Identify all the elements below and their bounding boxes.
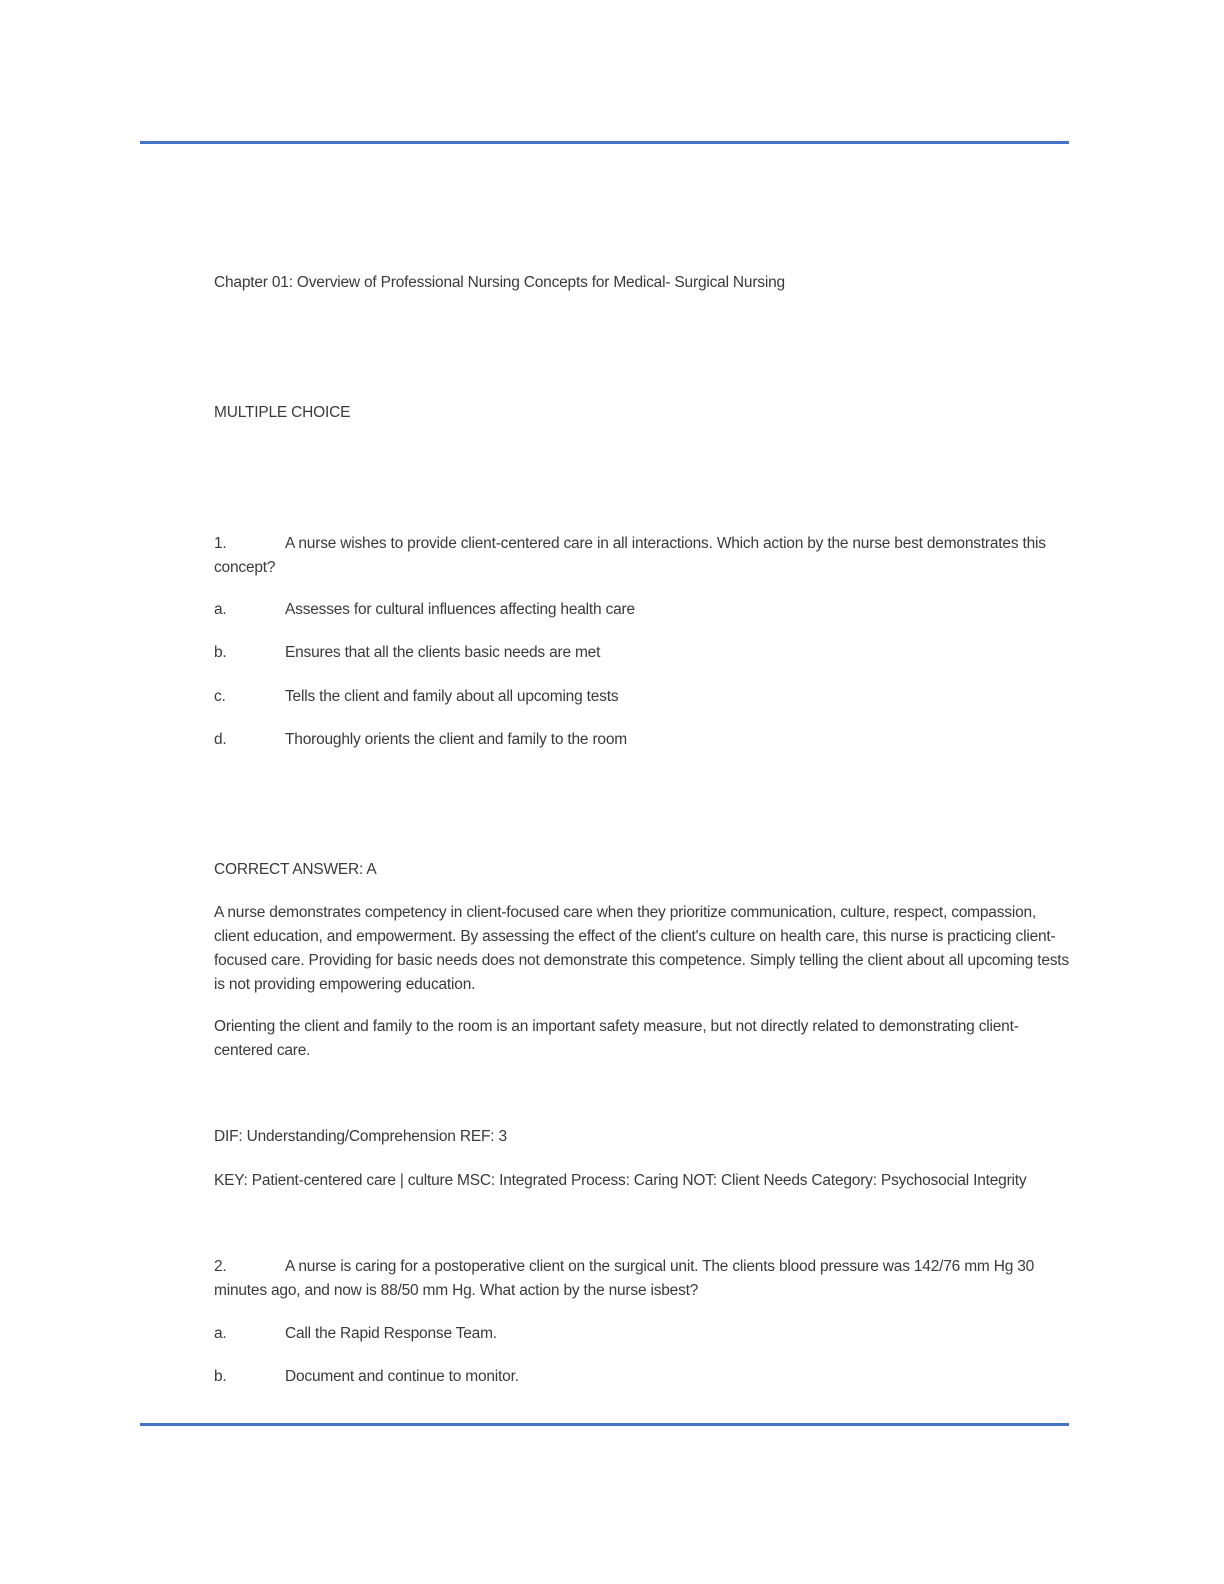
question-1-option-d — [214, 728, 1069, 752]
question-1 — [214, 532, 1069, 580]
option-text: Document and continue to monitor. — [285, 1368, 519, 1385]
option-text: Ensures that all the clients basic needs are met — [285, 644, 601, 661]
question-2 — [214, 1255, 1069, 1303]
section-heading: MULTIPLE CHOICE — [214, 404, 351, 421]
option-letter: d. — [214, 731, 227, 748]
question-1-number: 1. — [214, 535, 227, 552]
rationale-paragraph-1: A nurse demonstrates competency in client-focused care when they prioritize communication, culture, respect, compassion, client education, and empowerment. By assessing the effect of the client's culture on health care, this nurse is practicing client-focused care. Providing for basic needs does not demonstrate this competence. Simply telling the client about all upcoming tests is not providing empowering education. — [214, 904, 1069, 993]
footer-rule — [140, 1423, 1069, 1426]
question-2-number: 2. — [214, 1258, 227, 1275]
option-text: Assesses for cultural influences affecting health care — [285, 601, 635, 618]
option-text: Call the Rapid Response Team. — [285, 1325, 497, 1342]
option-letter: a. — [214, 1325, 227, 1342]
option-letter: c. — [214, 688, 226, 705]
option-letter: b. — [214, 1368, 227, 1385]
question-2-text: A nurse is caring for a postoperative client on the surgical unit. The clients blood pressure was 142/76 mm Hg 30 minutes ago, and now is 88/50 mm Hg. What action by the nurse isbest? — [214, 1258, 1035, 1299]
question-1-option-a — [214, 598, 1069, 622]
rationale-paragraph-2: Orienting the client and family to the room is an important safety measure, but not directly related to demonstrating client-centered care. — [214, 1018, 1019, 1059]
key-metadata: KEY: Patient-centered care | culture MSC: Integrated Process: Caring NOT: Client Needs Category: Psychosocial Integrity — [214, 1172, 1027, 1189]
option-letter: a. — [214, 601, 227, 618]
option-text: Tells the client and family about all upcoming tests — [285, 688, 619, 705]
option-text: Thoroughly orients the client and family to the room — [285, 731, 627, 748]
header-rule — [140, 141, 1069, 144]
question-2-option-b — [214, 1365, 1069, 1389]
difficulty-reference: DIF: Understanding/Comprehension REF: 3 — [214, 1128, 507, 1145]
question-2-option-a — [214, 1322, 1069, 1346]
option-letter: b. — [214, 644, 227, 661]
correct-answer: CORRECT ANSWER: A — [214, 861, 377, 878]
question-1-option-b — [214, 641, 1069, 665]
question-1-text: A nurse wishes to provide client-centered care in all interactions. Which action by the nurse best demonstrates this concept? — [214, 535, 1046, 576]
question-1-option-c — [214, 685, 1069, 709]
chapter-title: Chapter 01: Overview of Professional Nursing Concepts for Medical- Surgical Nursing — [214, 274, 785, 291]
